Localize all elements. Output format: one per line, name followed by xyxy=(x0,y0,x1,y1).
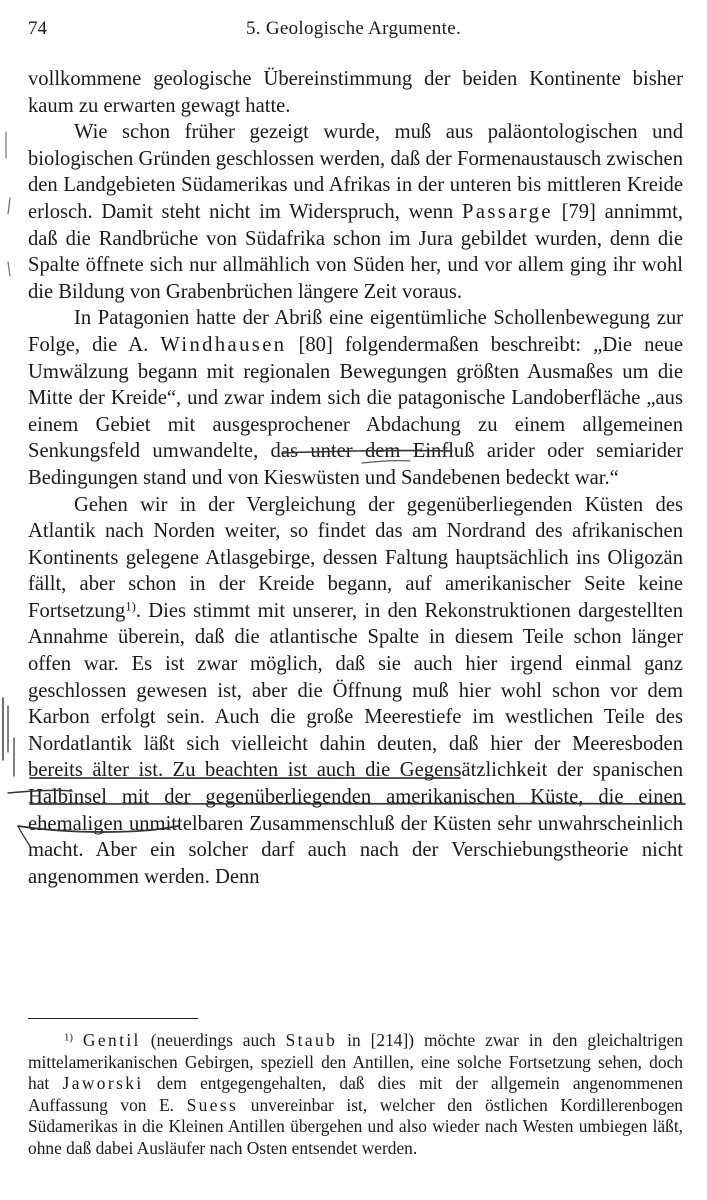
paragraph-3 xyxy=(28,305,683,491)
body-text xyxy=(28,66,683,890)
footnote-marker: 1) xyxy=(64,1031,73,1044)
footnote-text-1: (neuerdings auch xyxy=(140,1030,286,1050)
margin-tick-mark xyxy=(8,262,10,276)
paragraph-3-text-a: In Patagonien hatte der Abriß eine eigentümliche Schollenbewegung zur Folge, die A. xyxy=(28,307,683,356)
footnote-separator xyxy=(28,1018,198,1019)
footnote-name-suess: Suess xyxy=(186,1094,239,1115)
author-name-passarge: Passarge xyxy=(461,200,553,223)
footnote-text-2: in [214]) möchte zwar in den gleichaltrigen mittelamerikanischen Gebirgen, speziell den Antillen, eine solche Fortsetzung sehen, doch hat xyxy=(28,1030,684,1094)
paragraph-4-text-b: . Dies stimmt mit unserer, in den Rekonstruktionen dargestellten Annahme überein, daß die atlantische Spalte in diesem Teile schon länger offen war. Es ist zwar möglich, daß sie auch hier irgend einmal ganz geschlossen gewesen ist, aber die Öffnung muß hier wohl schon vor dem Karbon erfolgt sein. Auch die große Meerestiefe im westlichen Teile des Nordatlantik läßt sich vielleicht dahin deuten, daß hier der Meeresboden bereits älter ist. Zu beachten ist auch die Gegensätzlichkeit der spanischen Halbinsel mit der gegenüberliegenden amerikanischen Küste, die einen ehemaligen unmittelbaren Zusammenschluß der Küsten sehr unwahrscheinlich macht. Aber ein solcher darf auch nach der Verschiebungstheorie nicht angenommen werden. Denn xyxy=(28,599,683,888)
running-head: 5. Geologische Argumente. xyxy=(245,18,462,39)
paragraph-2-text-b: [79] annimmt, daß die Randbrüche von Südafrika schon im Jura gebildet wurden, denn die Spalte öffnete sich nur allmählich von Süden her, und vor allem ging ihr wohl die Bildung von Grabenbrüchen längere Zeit voraus. xyxy=(28,200,683,303)
paragraph-1-text: vollkommene geologische Übereinstimmung der beiden Kontinente bisher kaum zu erwarten gewagt hatte. xyxy=(28,68,683,117)
paragraph-2 xyxy=(28,119,683,305)
footnote-name-staub: Staub xyxy=(285,1030,338,1050)
paragraph-4-text-a: Gehen wir in der Vergleichung der gegenüberliegenden Küsten des Atlantik nach Norden weiter, so findet das am Nordrand des afrikanischen Kontinents gelegene Atlasgebirge, dessen Faltung hauptsächlich ins Oligozän fällt, aber schon in der Kreide begann, auf amerikanischer Seite keine Fortsetzung xyxy=(28,493,683,622)
paragraph-1 xyxy=(28,66,683,119)
footnote-name-gentil: Gentil xyxy=(82,1030,141,1050)
margin-tick-mark xyxy=(8,198,10,214)
paragraph-2-text-a: Wie schon früher gezeigt wurde, muß aus paläontologischen und biologischen Gründen geschlossen werden, daß der Formenaustausch zwischen den Landgebieten Südamerikas und Afrikas in der unteren bis mittleren Kreide erlosch. Damit steht nicht im Widerspruch, wenn xyxy=(28,121,683,223)
paragraph-3-text-b: [80] folgendermaßen beschreibt: „Die neue Umwälzung begann mit regionalen Bewegungen größten Ausmaßes um die Mitte der Kreide“, und zwar indem sich die patagonische Landoberfläche „aus einem Gebiet mit ausgesprochener Abdachung zu einem allgemeinen Senkungsfeld umwandelte, das unter dem Einfluß arider oder semiarider Bedingungen stand und von Kieswüsten und Sandebenen bedeckt war.“ xyxy=(28,333,683,489)
footnote xyxy=(28,1030,683,1160)
footnote-reference[interactable]: 1) xyxy=(125,599,136,614)
footnote-text-3: dem entgegengehalten, daß dies mit der allgemein angenommenen Auffassung von E. xyxy=(28,1073,683,1115)
page-header xyxy=(28,18,679,48)
page-number: 74 xyxy=(28,18,47,39)
author-name-windhausen: Windhausen xyxy=(160,333,287,356)
paragraph-4 xyxy=(28,492,683,891)
footnote-text-4: unvereinbar ist, welcher den östlichen Kordillerenbogen Südamerikas in die Kleinen Antillen übergehen und also wieder nach Westen umbiegen läßt, ohne daß dabei Ausläufer nach Osten entsendet werden. xyxy=(28,1094,683,1158)
footnote-name-jaworski: Jaworski xyxy=(62,1073,144,1094)
